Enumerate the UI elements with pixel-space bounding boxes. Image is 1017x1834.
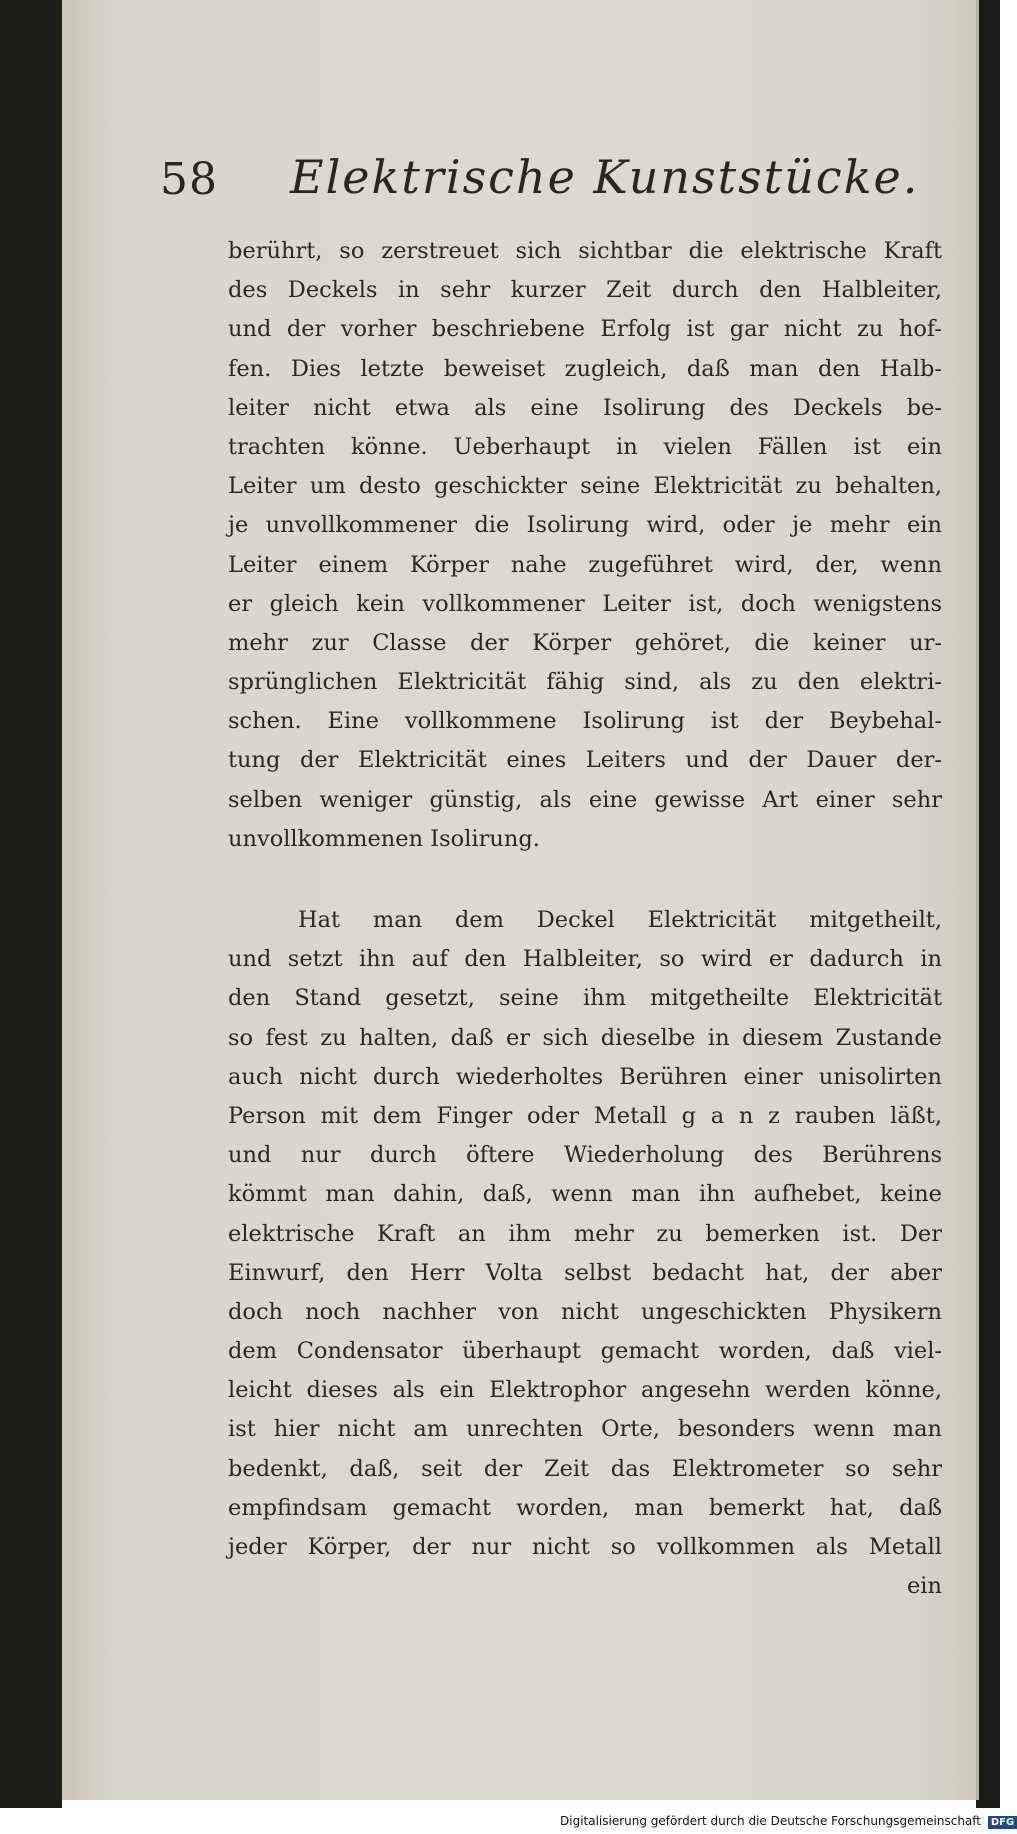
text-line: tung der Elektricität eines Leiters und der Dauer der- — [228, 747, 942, 774]
text-line: Hat man dem Deckel Elektricität mitgetheilt, — [298, 907, 942, 933]
text-line: ist hier nicht am unrechten Orte, besonders wenn man — [228, 1416, 942, 1443]
text-line: auch nicht durch wiederholtes Berühren einer unisolirten — [228, 1063, 942, 1090]
dfg-logo-icon: DFG — [988, 1816, 1017, 1829]
text-line: dem Condensator überhaupt gemacht worden, daß viel- — [228, 1338, 942, 1365]
text-line: leicht dieses als ein Elektrophor angesehn werden könne, — [228, 1377, 942, 1404]
text-line: jeder Körper, der nur nicht so vollkommen als Metall — [228, 1534, 942, 1560]
credit-text: Digitalisierung gefördert durch die Deutsche Forschungsgemeinschaft — [560, 1814, 982, 1828]
text-line: leiter nicht etwa als eine Isolirung des Deckels be- — [228, 394, 942, 421]
text-line: und nur durch öftere Wiederholung des Berührens — [228, 1142, 942, 1169]
text-line: berührt, so zerstreuet sich sichtbar die elektrische Kraft — [228, 238, 942, 264]
text-line: selben weniger günstig, als eine gewisse Art einer sehr — [228, 786, 942, 813]
text-line: Leiter einem Körper nahe zugeführet wird, der, wenn — [228, 551, 942, 578]
text-line: trachten könne. Ueberhaupt in vielen Fällen ist ein — [228, 433, 942, 460]
text-line: elektrische Kraft an ihm mehr zu bemerken ist. Der — [228, 1220, 942, 1247]
text-line: Einwurf, den Herr Volta selbst bedacht hat, der aber — [228, 1259, 942, 1286]
text-line: des Deckels in sehr kurzer Zeit durch den Halbleiter, — [228, 277, 942, 304]
text-line: kömmt man dahin, daß, wenn man ihn aufhebet, keine — [228, 1181, 942, 1208]
page-body — [228, 232, 942, 1606]
catchword: ein — [906, 1573, 942, 1600]
text-line: er gleich kein vollkommener Leiter ist, doch wenigstens — [228, 590, 942, 617]
text-line: Person mit dem Finger oder Metall g a n z rauben läßt, — [228, 1102, 942, 1129]
text-line: den Stand gesetzt, seine ihm mitgetheilte Elektricität — [228, 985, 942, 1012]
page-header — [160, 150, 930, 210]
text-line: doch noch nachher von nicht ungeschickten Physikern — [228, 1298, 942, 1325]
text-line: Leiter um desto geschickter seine Elektricität zu behalten, — [228, 473, 942, 500]
text-line: so fest zu halten, daß er sich dieselbe in diesem Zustande — [228, 1024, 942, 1051]
book-binding-right — [976, 0, 1000, 1808]
text-line: und der vorher beschriebene Erfolg ist gar nicht zu hof- — [228, 316, 942, 343]
text-line: mehr zur Classe der Körper gehöret, die keiner ur- — [228, 629, 942, 656]
paragraph-2 — [228, 901, 942, 1606]
digitization-credit — [560, 1814, 1015, 1829]
text-line: unvollkommenen Isolirung. — [228, 825, 540, 852]
text-line: bedenkt, daß, seit der Zeit das Elektrometer so sehr — [228, 1455, 942, 1482]
text-line: empfindsam gemacht worden, man bemerkt hat, daß — [228, 1494, 942, 1521]
text-line: sprünglichen Elektricität fähig sind, als zu den elektri- — [228, 669, 942, 696]
book-binding-left — [0, 0, 62, 1808]
paragraph-1 — [228, 232, 942, 859]
text-line: schen. Eine vollkommene Isolirung ist der Beybehal- — [228, 708, 942, 735]
text-line: und setzt ihn auf den Halbleiter, so wird er dadurch in — [228, 946, 942, 973]
page-number: 58 — [160, 154, 218, 205]
text-line: fen. Dies letzte beweiset zugleich, daß man den Halb- — [228, 355, 942, 382]
text-line: je unvollkommener die Isolirung wird, oder je mehr ein — [228, 512, 942, 539]
running-title: Elektrische Kunststücke. — [290, 150, 920, 204]
